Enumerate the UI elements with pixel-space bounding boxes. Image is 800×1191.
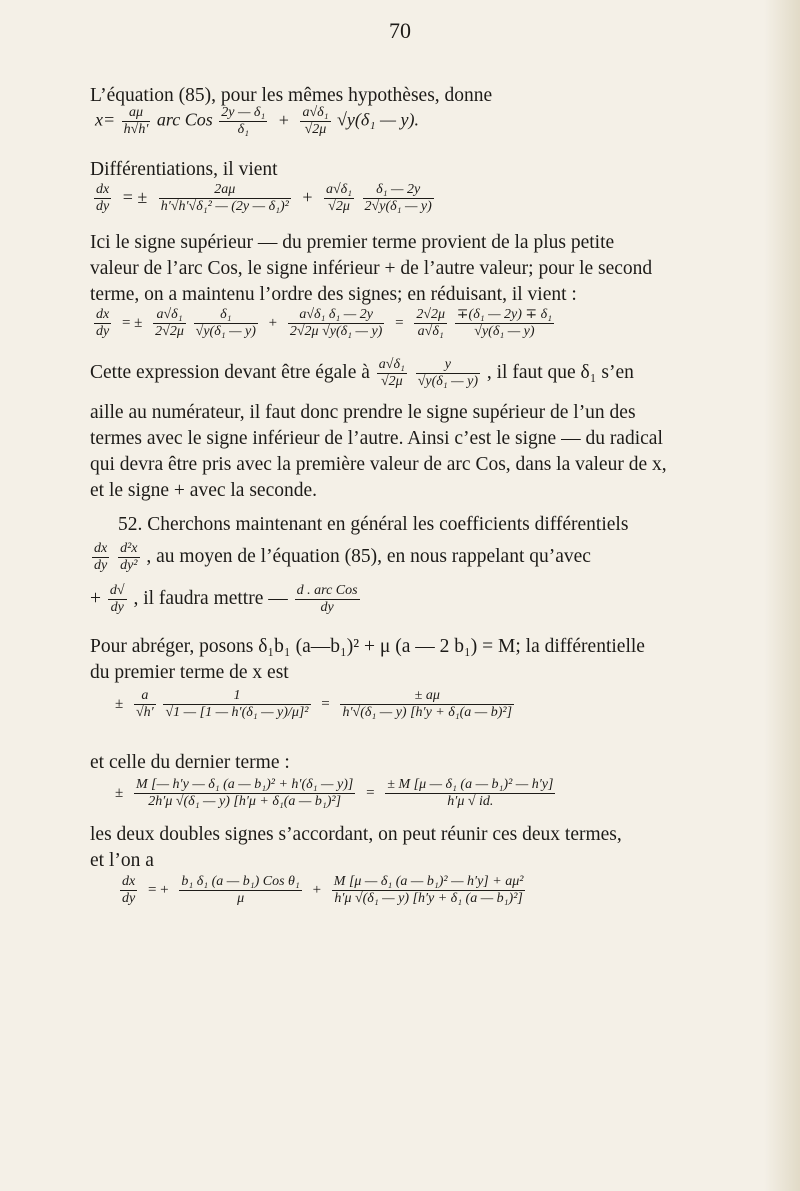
paragraph-line — [90, 541, 750, 574]
fraction-numerator: aμ — [122, 105, 151, 122]
fraction-denominator: √y(δ₁ — y) — [417, 374, 478, 389]
fraction — [340, 688, 514, 721]
fraction-numerator: dx — [94, 541, 108, 556]
fraction-numerator: b₁ δ₁ (a — b₁) Cos θ₁ — [181, 874, 300, 889]
paragraph-line: et l’on a — [90, 850, 154, 871]
fraction-denominator: dy — [122, 891, 136, 906]
eq-operator: = ± — [122, 186, 148, 207]
eq-operator: = ± — [121, 314, 143, 331]
fraction-numerator: a√δ₁ δ₁ — 2y — [288, 307, 384, 324]
eq-term: arc Cos — [156, 109, 213, 130]
eq-operator: ± — [115, 695, 124, 712]
fraction — [363, 182, 434, 215]
paragraph-line: valeur de l’arc Cos, le signe inférieur + de l’autre valeur; pour le second — [90, 258, 653, 279]
fraction-numerator: ± aμ — [340, 688, 514, 705]
paragraph-line: Différentiations, il vient — [90, 159, 278, 180]
fraction-numerator: 1 — [163, 688, 310, 705]
fraction-numerator: a√δ₁ — [325, 182, 353, 197]
fraction-denominator: δ₁ — [237, 122, 249, 137]
fraction — [159, 182, 291, 215]
fraction-numerator: dx — [96, 307, 110, 322]
paragraph-line: Ici le signe supérieur — du premier terme provient de la plus petite — [90, 232, 615, 253]
fraction — [324, 182, 354, 215]
fraction-numerator: a√δ₁ — [153, 307, 186, 324]
fraction-numerator: 2√2μ — [416, 307, 446, 322]
fraction-numerator: a√δ₁ — [302, 105, 329, 120]
fraction-numerator: d√ — [109, 583, 125, 598]
eq-operator: + — [90, 587, 101, 609]
eq-operator: = — [395, 314, 404, 331]
fraction-numerator: δ₁ — 2y — [363, 182, 434, 199]
fraction-denominator: dy — [96, 199, 110, 214]
fraction-numerator: d²x — [120, 541, 138, 556]
paragraph-line: qui devra être pris avec la première valeur de arc Cos, dans la valeur de x, — [90, 454, 667, 475]
fraction-denominator: √2μ — [328, 199, 350, 214]
eq-operator: = — [366, 784, 375, 801]
paragraph-line: et le signe + avec la seconde. — [90, 480, 318, 501]
text-run: , au moyen de l’équation (85), en nous rappelant qu’avec — [146, 545, 591, 567]
fraction-denominator: dy² — [120, 558, 138, 573]
fraction — [134, 777, 355, 810]
fraction-denominator: dy — [94, 558, 108, 573]
fraction — [118, 541, 139, 574]
fraction-denominator: dy — [96, 324, 110, 339]
fraction-numerator: M [μ — δ₁ (a — b₁)² — h′y] + aμ² — [333, 874, 524, 889]
fraction-denominator: √2μ — [304, 122, 327, 137]
fraction — [219, 105, 267, 138]
paragraph-line: termes avec le signe inférieur de l’autre. Ainsi c’est le signe — du radical — [90, 428, 663, 449]
fraction-denominator: μ — [237, 891, 245, 906]
fraction — [94, 182, 111, 215]
paragraph-line — [90, 583, 750, 616]
fraction — [163, 688, 310, 721]
fraction-denominator: dy — [320, 600, 334, 615]
fraction — [122, 105, 151, 138]
equation-reduced — [92, 307, 556, 340]
paragraph-line: 52. Cherchons maintenant en général les coefficients différentiels — [118, 514, 629, 535]
fraction — [179, 874, 301, 907]
eq-operator: = + — [147, 881, 169, 898]
eq-operator: + — [312, 881, 322, 898]
fraction-denominator: √h′ — [135, 705, 154, 720]
fraction-numerator: M [— h′y — δ₁ (a — b₁)² + h′(δ₁ — y)] — [135, 777, 354, 792]
eq-term: √y(δ₁ — y). — [337, 109, 419, 130]
equation-last-term — [110, 777, 557, 810]
fraction — [332, 874, 526, 907]
paragraph-line: du premier terme de x est — [90, 662, 289, 683]
paragraph-line: et celle du dernier terme : — [90, 752, 290, 773]
fraction-denominator: h√h′ — [123, 122, 149, 137]
eq-operator: = — [321, 695, 330, 712]
paragraph-line: Pour abréger, posons δ₁b₁ (a—b₁)² + μ (a — 2 b₁) = M; la différentielle — [90, 636, 645, 657]
fraction-numerator: 2y — δ₁ — [221, 105, 266, 120]
paragraph-line: aille au numérateur, il faut donc prendre le signe supérieur de l’un des — [90, 402, 636, 423]
paragraph-line: terme, on a maintenu l’ordre des signes; en réduisant, il vient : — [90, 284, 577, 305]
fraction-denominator: 2√y(δ₁ — y) — [364, 199, 432, 214]
fraction-numerator: ± M [μ — δ₁ (a — b₁)² — h′y] — [387, 777, 554, 792]
fraction-denominator: h′μ √ id. — [447, 794, 494, 809]
fraction-denominator: √y(δ₁ — y) — [195, 324, 256, 339]
eq-operator: + — [278, 109, 289, 130]
fraction-denominator: √y(δ₁ — y) — [474, 324, 535, 339]
fraction-denominator: h′√h′√δ₁² — (2y — δ₁)² — [160, 199, 289, 214]
fraction — [295, 583, 360, 616]
fraction-numerator: dx — [122, 874, 136, 889]
fraction-denominator: 2h′μ √(δ₁ — y) [h′μ + δ₁(a — b₁)²] — [148, 794, 342, 809]
equation-first-term — [110, 688, 516, 721]
fraction — [94, 307, 111, 340]
fraction — [300, 105, 330, 138]
page-number: 70 — [389, 18, 411, 43]
eq-term: x= — [95, 109, 116, 130]
fraction — [120, 874, 137, 907]
eq-operator: ± — [115, 784, 124, 801]
fraction-denominator: √2μ — [380, 374, 403, 389]
paragraph-line: L’équation (85), pour les mêmes hypothèses, donne — [90, 85, 493, 106]
fraction-denominator: h′μ √(δ₁ — y) [h′y + δ₁ (a — b₁)²] — [334, 891, 523, 906]
text-run: , il faudra mettre — [133, 587, 264, 609]
fraction-denominator: h′√(δ₁ — y) [h′y + δ₁(a — b)²] — [342, 705, 513, 720]
paragraph-line — [90, 357, 750, 390]
equation-combined — [118, 874, 527, 907]
fraction — [288, 307, 384, 340]
fraction-numerator: dx — [96, 182, 110, 197]
fraction — [153, 307, 186, 340]
fraction — [455, 307, 554, 340]
fraction — [377, 357, 407, 390]
fraction — [108, 583, 127, 616]
fraction-numerator: a — [134, 688, 156, 705]
fraction-denominator: dy — [110, 600, 124, 615]
fraction-numerator: 2aμ — [159, 182, 291, 199]
fraction-numerator: δ₁ — [194, 307, 258, 324]
fraction — [414, 307, 447, 340]
text-run: , il faut que δ₁ s’en — [486, 361, 634, 383]
paragraph-line: les deux doubles signes s’accordant, on peut réunir ces deux termes, — [90, 824, 622, 845]
equation-x — [95, 105, 419, 138]
fraction-numerator: d . arc Cos — [296, 583, 358, 598]
text-run: Cette expression devant être égale à — [90, 361, 370, 383]
fraction — [92, 541, 109, 574]
fraction-numerator: a√δ₁ — [378, 357, 405, 372]
fraction-denominator: √1 — [1 — h′(δ₁ — y)/μ]² — [165, 705, 309, 720]
fraction-denominator: a√δ₁ — [417, 324, 444, 339]
fraction — [194, 307, 258, 340]
fraction-numerator: ∓(δ₁ — 2y) ∓ δ₁ — [456, 307, 552, 322]
page-edge-shadow — [764, 0, 800, 1191]
fraction — [385, 777, 555, 810]
fraction-denominator: 2√2μ — [155, 324, 184, 339]
eq-operator: — — [268, 587, 288, 609]
fraction-denominator: 2√2μ √y(δ₁ — y) — [289, 324, 383, 339]
eq-operator: + — [268, 314, 278, 331]
fraction — [134, 688, 156, 721]
equation-dx-dy — [92, 182, 436, 215]
fraction-numerator: y — [416, 357, 480, 374]
eq-operator: + — [302, 186, 313, 207]
fraction — [416, 357, 480, 390]
